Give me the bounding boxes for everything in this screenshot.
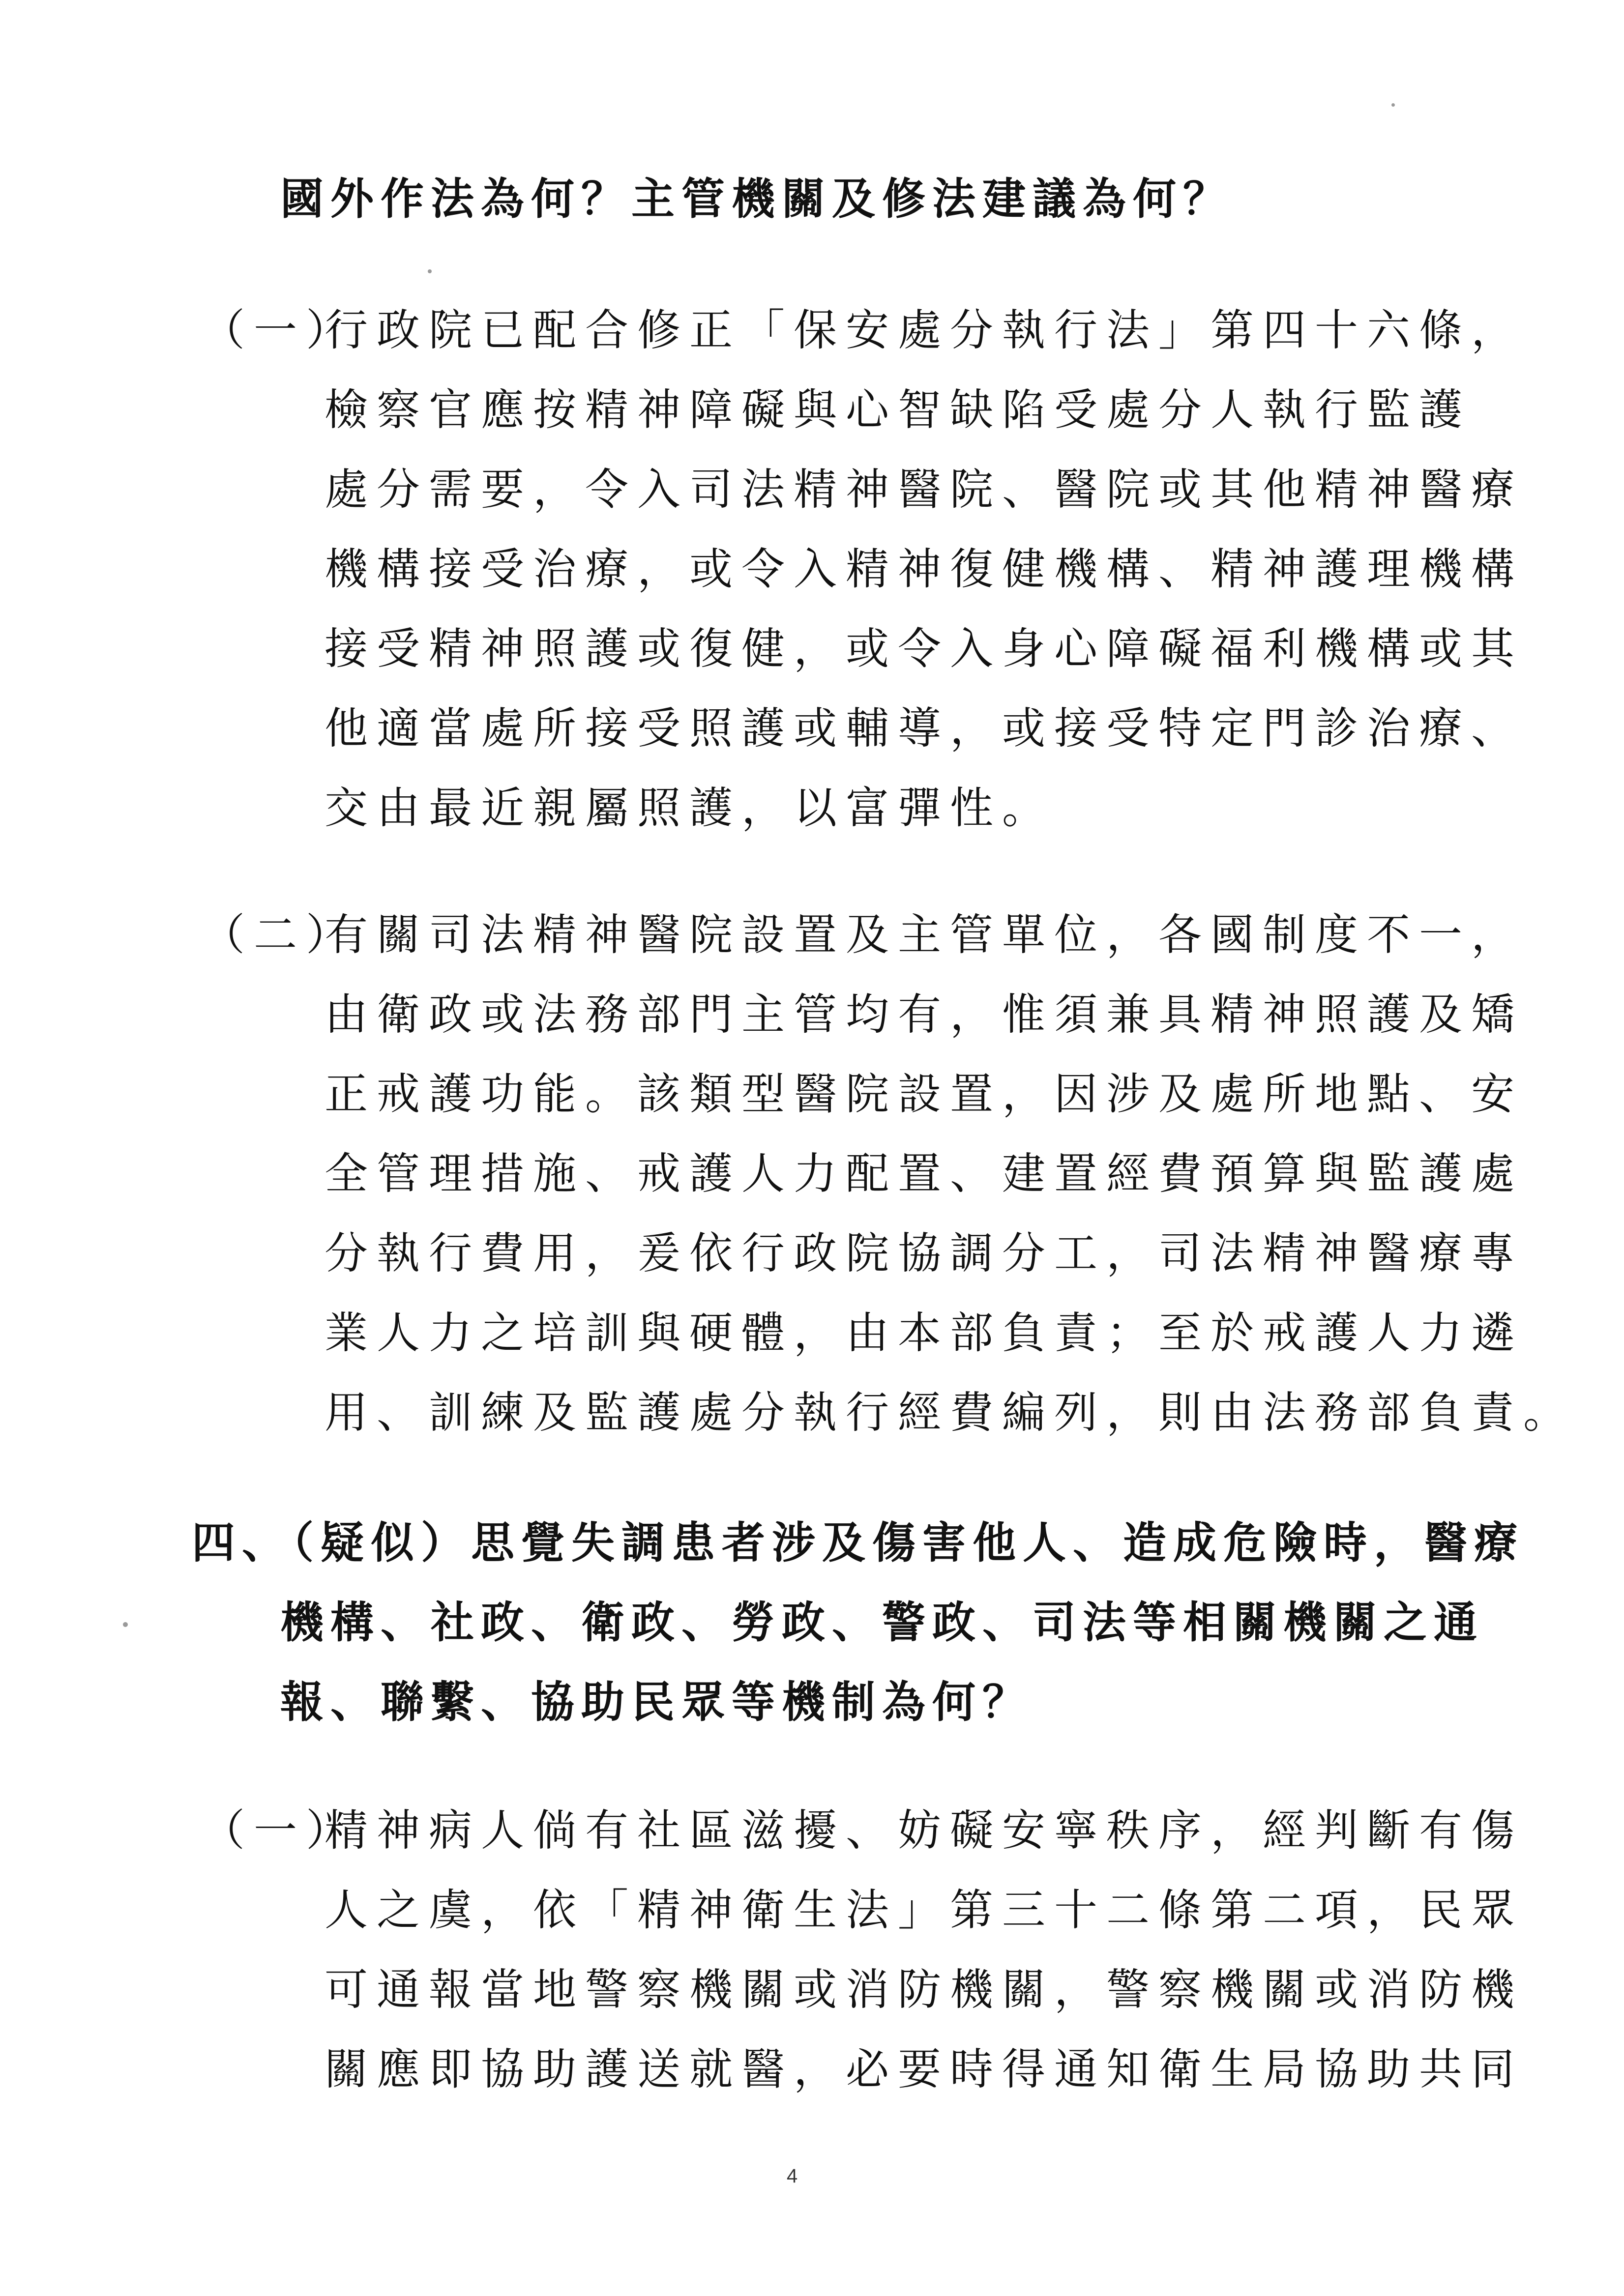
item-1-line-7: 交由最近親屬照護，以富彈性。: [325, 783, 1055, 833]
top-heading: 國外作法為何？主管機關及修法建議為何？: [280, 173, 1234, 224]
item-1-line-3: 處分需要，令入司法精神醫院、醫院或其他精神醫療: [325, 464, 1524, 515]
item-1-line-6: 他適當處所接受照護或輔導，或接受特定門診治療、: [325, 703, 1524, 754]
section-four-item-1-line-1: 精神病人倘有社區滋擾、妨礙安寧秩序，經判斷有傷: [325, 1805, 1524, 1856]
section-four-item-1-line-4: 關應即協助護送就醫，必要時得通知衛生局協助共同: [325, 2044, 1524, 2094]
scan-speck: [1391, 103, 1395, 107]
section-four-item-1-line-2: 人之虞，依「精神衛生法」第三十二條第二項，民眾: [325, 1885, 1524, 1935]
item-2-line-1: 有關司法精神醫院設置及主管單位，各國制度不一，: [325, 909, 1524, 960]
item-2-line-5: 分執行費用，爰依行政院協調分工，司法精神醫療專: [325, 1228, 1524, 1279]
section-four-item-1-label: （一）: [202, 1805, 358, 1856]
scan-speck: [428, 269, 432, 273]
page-number: 4: [787, 2165, 798, 2187]
item-2-line-6: 業人力之培訓與硬體，由本部負責；至於戒護人力遴: [325, 1308, 1524, 1358]
item-2-line-2: 由衛政或法務部門主管均有，惟須兼具精神照護及矯: [325, 989, 1524, 1040]
section-four-heading-line-3: 報、聯繫、協助民眾等機制為何？: [280, 1676, 1033, 1727]
item-1-line-1: 行政院已配合修正「保安處分執行法」第四十六條，: [325, 305, 1524, 355]
section-four-heading-line-2: 機構、社政、衛政、勞政、警政、司法等相關機關之通: [280, 1597, 1484, 1648]
item-2-line-4: 全管理措施、戒護人力配置、建置經費預算與監護處: [325, 1148, 1524, 1199]
item-1-line-5: 接受精神照護或復健，或令入身心障礙福利機構或其: [325, 623, 1524, 674]
item-2-line-3: 正戒護功能。該類型醫院設置，因涉及處所地點、安: [325, 1069, 1524, 1119]
section-four-item-1-line-3: 可通報當地警察機關或消防機關，警察機關或消防機: [325, 1964, 1524, 2015]
scan-speck: [123, 1622, 128, 1627]
section-four-heading-line-1: 四、（疑似）思覺失調患者涉及傷害他人、造成危險時，醫療: [192, 1517, 1525, 1568]
item-1-line-2: 檢察官應按精神障礙與心智缺陷受處分人執行監護: [325, 384, 1472, 435]
item-1-line-4: 機構接受治療，或令入精神復健機構、精神護理機構: [325, 544, 1524, 594]
item-1-label: （一）: [202, 305, 358, 355]
item-2-line-7: 用、訓練及監護處分執行經費編列，則由法務部負責。: [325, 1387, 1576, 1438]
item-2-label: （二）: [202, 909, 358, 960]
